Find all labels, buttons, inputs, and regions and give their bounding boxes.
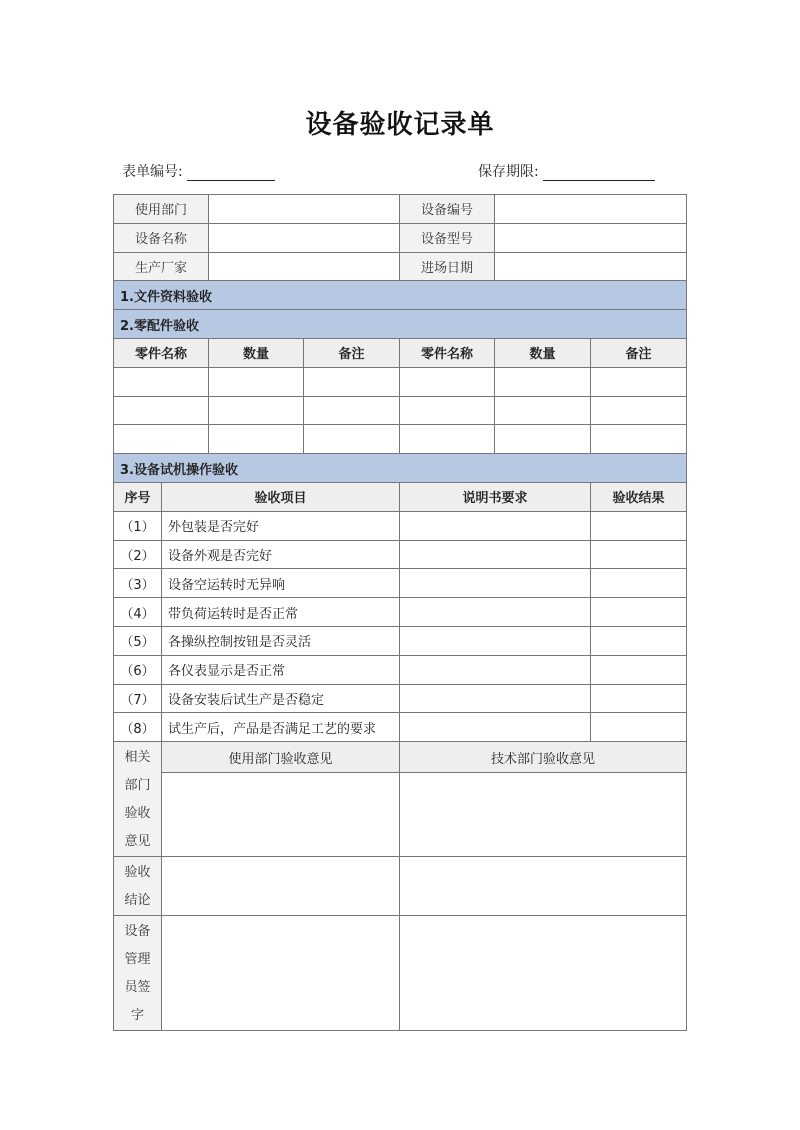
acceptance-form-table bbox=[113, 194, 687, 1031]
trial-result-cell[interactable] bbox=[591, 626, 687, 655]
trial-header-seq: 序号 bbox=[114, 482, 162, 511]
trial-item: 设备外观是否完好 bbox=[162, 540, 400, 569]
trial-seq: （7） bbox=[114, 684, 162, 713]
trial-item: 设备安装后试生产是否稳定 bbox=[162, 684, 400, 713]
section-documents: 1.文件资料验收 bbox=[114, 281, 687, 310]
entry-date-value[interactable] bbox=[495, 252, 687, 281]
retention-label: 保存期限: bbox=[478, 164, 539, 180]
trial-row bbox=[114, 511, 687, 540]
parts-row bbox=[114, 425, 687, 454]
use-dept-opinion-cell[interactable] bbox=[162, 773, 400, 857]
trial-result-cell[interactable] bbox=[591, 655, 687, 684]
trial-header-result: 验收结果 bbox=[591, 482, 687, 511]
retention-blank[interactable] bbox=[543, 164, 655, 181]
trial-item: 各仪表显示是否正常 bbox=[162, 655, 400, 684]
manufacturer-value[interactable] bbox=[209, 252, 400, 281]
tech-dept-opinion-cell[interactable] bbox=[400, 773, 687, 857]
trial-item: 设备空运转时无异响 bbox=[162, 569, 400, 598]
trial-result-cell[interactable] bbox=[591, 569, 687, 598]
parts-row bbox=[114, 396, 687, 425]
manufacturer-label: 生产厂家 bbox=[114, 252, 209, 281]
signature-cell-right[interactable] bbox=[400, 916, 687, 1031]
trial-result-cell[interactable] bbox=[591, 540, 687, 569]
parts-cell[interactable] bbox=[304, 367, 400, 396]
trial-row bbox=[114, 626, 687, 655]
trial-seq: （1） bbox=[114, 511, 162, 540]
trial-result-cell[interactable] bbox=[591, 511, 687, 540]
trial-seq: （3） bbox=[114, 569, 162, 598]
trial-row bbox=[114, 540, 687, 569]
section-trial-run: 3.设备试机操作验收 bbox=[114, 454, 687, 483]
parts-cell[interactable] bbox=[591, 396, 687, 425]
parts-cell[interactable] bbox=[114, 396, 209, 425]
parts-cell[interactable] bbox=[400, 396, 495, 425]
trial-header-item: 验收项目 bbox=[162, 482, 400, 511]
parts-cell[interactable] bbox=[114, 367, 209, 396]
conclusion-cell-right[interactable] bbox=[400, 857, 687, 916]
trial-requirement-cell[interactable] bbox=[400, 511, 591, 540]
equip-no-value[interactable] bbox=[495, 195, 687, 224]
equip-name-value[interactable] bbox=[209, 223, 400, 252]
trial-requirement-cell[interactable] bbox=[400, 598, 591, 627]
signature-cell-left[interactable] bbox=[162, 916, 400, 1031]
trial-result-cell[interactable] bbox=[591, 598, 687, 627]
opinions-label: 相关部门验收意见 bbox=[114, 742, 162, 857]
parts-header-qty-2: 数量 bbox=[495, 338, 591, 367]
trial-seq: （8） bbox=[114, 713, 162, 742]
parts-cell[interactable] bbox=[209, 396, 304, 425]
form-number-blank[interactable] bbox=[187, 164, 275, 181]
parts-cell[interactable] bbox=[114, 425, 209, 454]
trial-requirement-cell[interactable] bbox=[400, 684, 591, 713]
trial-row bbox=[114, 598, 687, 627]
parts-cell[interactable] bbox=[495, 425, 591, 454]
parts-cell[interactable] bbox=[304, 396, 400, 425]
dept-value[interactable] bbox=[209, 195, 400, 224]
parts-cell[interactable] bbox=[304, 425, 400, 454]
page-title: 设备验收记录单 bbox=[305, 110, 495, 140]
parts-header-remark-2: 备注 bbox=[591, 338, 687, 367]
section-parts: 2.零配件验收 bbox=[114, 310, 687, 339]
parts-cell[interactable] bbox=[400, 367, 495, 396]
conclusion-cell-left[interactable] bbox=[162, 857, 400, 916]
conclusion-label: 验收结论 bbox=[114, 857, 162, 916]
trial-requirement-cell[interactable] bbox=[400, 713, 591, 742]
trial-item: 外包装是否完好 bbox=[162, 511, 400, 540]
trial-item: 试生产后，产品是否满足工艺的要求 bbox=[162, 713, 400, 742]
parts-cell[interactable] bbox=[400, 425, 495, 454]
parts-cell[interactable] bbox=[209, 367, 304, 396]
equip-no-label: 设备编号 bbox=[400, 195, 495, 224]
trial-row bbox=[114, 655, 687, 684]
parts-cell[interactable] bbox=[591, 367, 687, 396]
trial-row bbox=[114, 713, 687, 742]
trial-result-cell[interactable] bbox=[591, 684, 687, 713]
parts-cell[interactable] bbox=[495, 396, 591, 425]
equip-model-value[interactable] bbox=[495, 223, 687, 252]
entry-date-label: 进场日期 bbox=[400, 252, 495, 281]
signature-label: 设备管理员签字 bbox=[114, 916, 162, 1031]
trial-seq: （5） bbox=[114, 626, 162, 655]
trial-result-cell[interactable] bbox=[591, 713, 687, 742]
equip-model-label: 设备型号 bbox=[400, 223, 495, 252]
trial-seq: （2） bbox=[114, 540, 162, 569]
form-number-label: 表单编号: bbox=[122, 164, 183, 180]
parts-cell[interactable] bbox=[591, 425, 687, 454]
retention-field bbox=[478, 161, 655, 181]
parts-header-name-2: 零件名称 bbox=[400, 338, 495, 367]
trial-requirement-cell[interactable] bbox=[400, 569, 591, 598]
parts-header-qty: 数量 bbox=[209, 338, 304, 367]
parts-row bbox=[114, 367, 687, 396]
parts-header-name: 零件名称 bbox=[114, 338, 209, 367]
dept-label: 使用部门 bbox=[114, 195, 209, 224]
equip-name-label: 设备名称 bbox=[114, 223, 209, 252]
trial-seq: （4） bbox=[114, 598, 162, 627]
trial-item: 带负荷运转时是否正常 bbox=[162, 598, 400, 627]
parts-header-remark: 备注 bbox=[304, 338, 400, 367]
tech-dept-opinion-header: 技术部门验收意见 bbox=[400, 742, 687, 773]
use-dept-opinion-header: 使用部门验收意见 bbox=[162, 742, 400, 773]
trial-requirement-cell[interactable] bbox=[400, 626, 591, 655]
trial-row bbox=[114, 684, 687, 713]
parts-cell[interactable] bbox=[495, 367, 591, 396]
trial-row bbox=[114, 569, 687, 598]
form-number-field bbox=[122, 161, 275, 181]
parts-cell[interactable] bbox=[209, 425, 304, 454]
trial-item: 各操纵控制按钮是否灵活 bbox=[162, 626, 400, 655]
trial-header-req: 说明书要求 bbox=[400, 482, 591, 511]
trial-requirement-cell[interactable] bbox=[400, 540, 591, 569]
trial-requirement-cell[interactable] bbox=[400, 655, 591, 684]
trial-seq: （6） bbox=[114, 655, 162, 684]
